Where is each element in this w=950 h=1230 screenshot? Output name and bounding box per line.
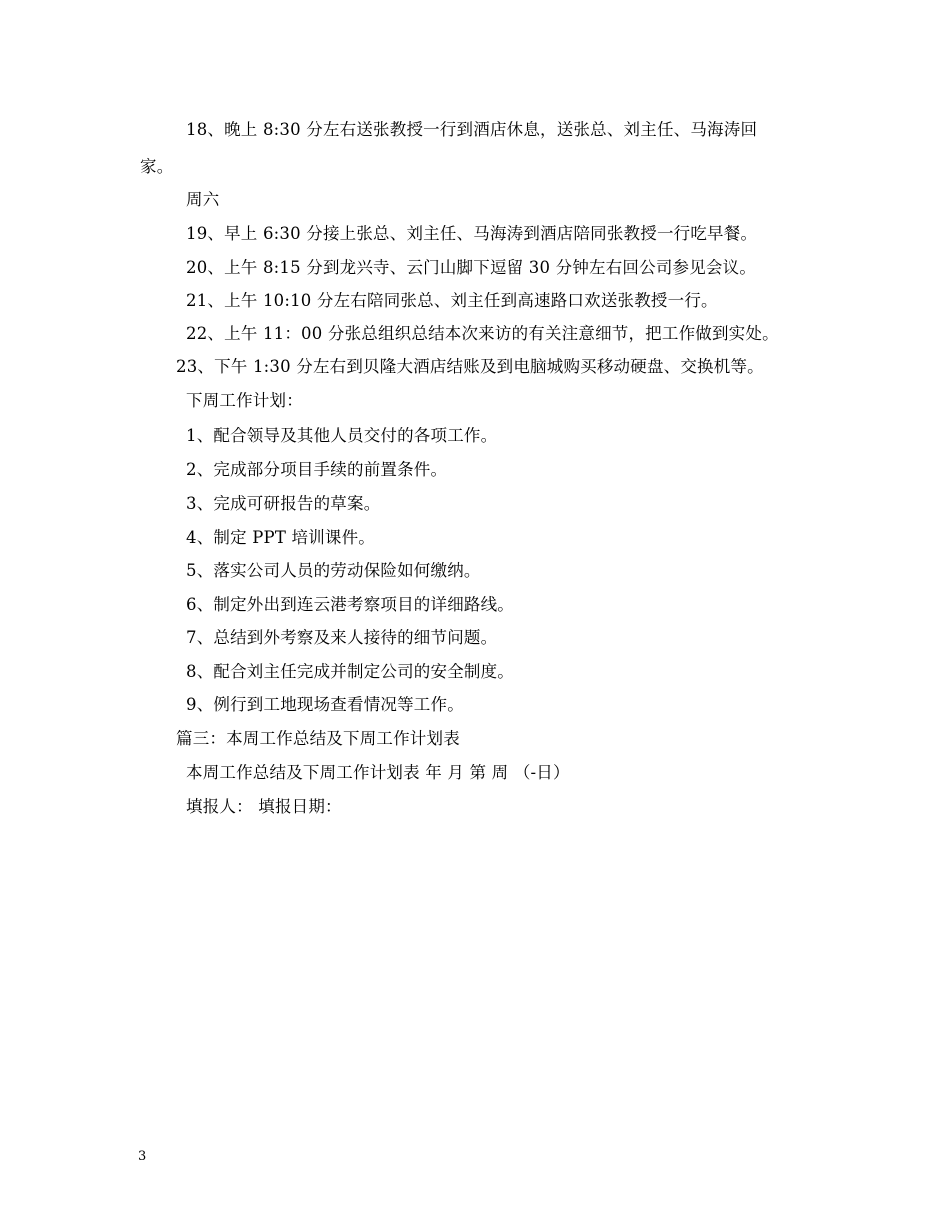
section-heading-next-week-plan: 下周工作计划： — [186, 391, 303, 410]
section-heading-part-three: 篇三：本周工作总结及下周工作计划表 — [176, 729, 460, 748]
plan-item-4: 4、制定 PPT 培训课件。 — [186, 528, 375, 547]
paragraph-line-21: 21、上午 10:10 分左右陪同张总、刘主任到高速路口欢送张教授一行。 — [186, 291, 718, 310]
form-fill-in-line: 填报人： 填报日期： — [186, 797, 342, 816]
paragraph-line-18: 18、晚上 8:30 分左右送张教授一行到酒店休息，送张总、刘主任、马海涛回 — [186, 120, 758, 139]
plan-item-1: 1、配合领导及其他人员交付的各项工作。 — [186, 426, 498, 445]
paragraph-line-18-continuation: 家。 — [140, 157, 174, 176]
page-number: 3 — [138, 1149, 147, 1164]
paragraph-line-22: 22、上午 11：00 分张总组织总结本次来访的有关注意细节，把工作做到实处。 — [186, 324, 779, 343]
plan-item-5: 5、落实公司人员的劳动保险如何缴纳。 — [186, 561, 481, 580]
plan-item-3: 3、完成可研报告的草案。 — [186, 494, 381, 513]
form-title-line: 本周工作总结及下周工作计划表 年 月 第 周 （-日） — [186, 763, 570, 782]
plan-item-9: 9、例行到工地现场查看情况等工作。 — [186, 695, 464, 714]
paragraph-line-20: 20、上午 8:15 分到龙兴寺、云门山脚下逗留 30 分钟左右回公司参见会议。 — [186, 258, 757, 277]
plan-item-2: 2、完成部分项目手续的前置条件。 — [186, 460, 448, 479]
plan-item-8: 8、配合刘主任完成并制定公司的安全制度。 — [186, 662, 514, 681]
plan-item-6: 6、制定外出到连云港考察项目的详细路线。 — [186, 595, 514, 614]
plan-item-7: 7、总结到外考察及来人接待的细节问题。 — [186, 628, 498, 647]
paragraph-line-19: 19、早上 6:30 分接上张总、刘主任、马海涛到酒店陪同张教授一行吃早餐。 — [186, 224, 758, 243]
paragraph-line-23: 23、下午 1:30 分左右到贝隆大酒店结账及到电脑城购买移动硬盘、交换机等。 — [176, 357, 764, 376]
section-heading-saturday: 周六 — [186, 190, 220, 209]
